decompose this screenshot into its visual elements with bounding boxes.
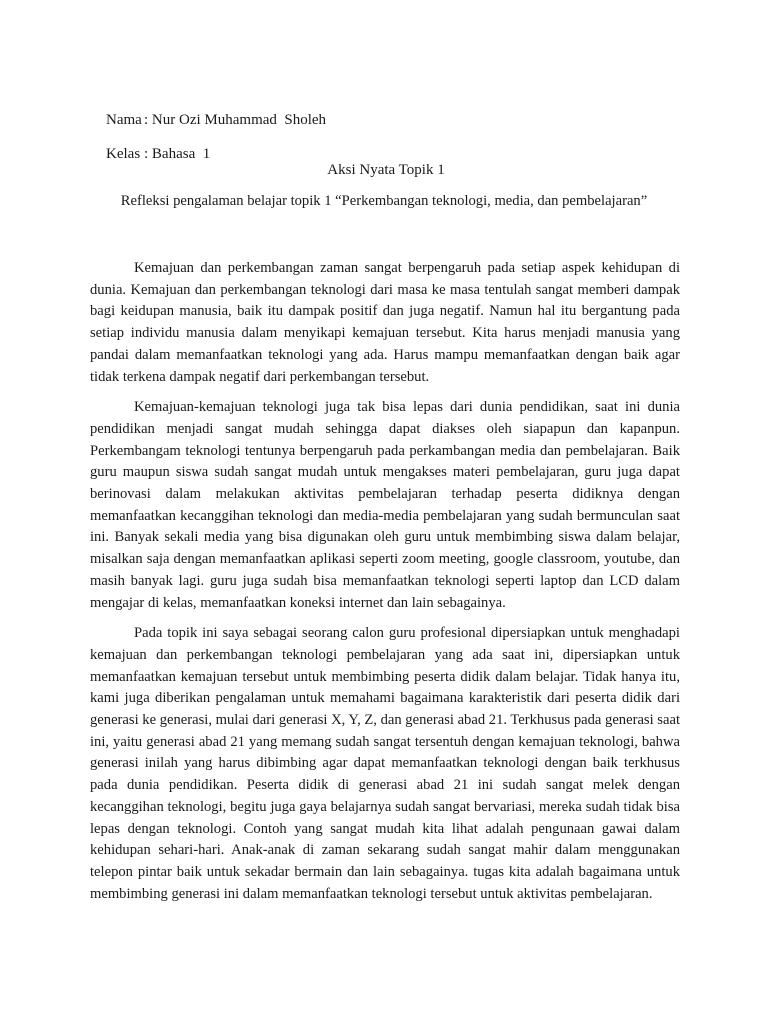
name-label: Nama [106,112,142,128]
paragraph: Pada topik ini saya sebagai seorang calon guru profesional dipersiapkan untuk menghadapi kemajuan dan perkembangan teknologi pembelajaran yang ada saat ini, dipersiapkan untuk memanfaatkan kemajuan tersebut untuk membimbing peserta didik dalam belajar. Tidak hanya itu, kami juga diberikan pengalaman untuk memahami bagaimana karakteristik dari peserta didik dari generasi ke generasi, mulai dari generasi X, Y, Z, dan generasi abad 21. Terkhusus pada generasi saat ini, yaitu generasi abad 21 yang memang sudah sangat tersentuh dengan kemajuan teknologi, bahwa generasi inilah yang harus dibimbing agar dapat memanfaatkan teknologi dengan baik terkhusus pada dunia pendidikan. Peserta didik di generasi abad 21 ini sudah sangat melek dengan kecanggihan teknologi, begitu juga gaya belajarnya sudah sangat bervariasi, mereka sudah tidak bisa lepas dengan teknologi. Contoh yang sangat mudah kita lihat adalah pengunaan gawai dalam kehidupan sehari-hari. Anak-anak di zaman sekarang sudah sangat mahir dalam menggunakan telepon pintar baik untuk sekadar bermain dan lain sebagainya. tugas kita adalah bagaimana untuk membimbing generasi ini dalam memanfaatkan teknologi tersebut untuk aktivitas pembelajaran. [90,625,680,902]
document-subtitle: Refleksi pengalaman belajar topik 1 “Perkembangan teknologi, media, dan pembelajaran” [120,193,648,209]
document-title: Aksi Nyata Topik 1 [327,162,445,178]
class-label: Kelas [106,146,141,162]
class-value: : Bahasa 1 [144,146,211,162]
name-value: : Nur Ozi Muhammad Sholeh [144,112,327,128]
paragraph: Kemajuan dan perkembangan zaman sangat berpengaruh pada setiap aspek kehidupan di dunia. Kemajuan dan perkembangan teknologi dari masa ke masa tentulah sangat memberi dampak bagi keidupan manusia, baik itu dampak positif dan juga negatif. Namun hal itu bergantung pada setiap individu manusia dalam menyikapi kemajuan tersebut. Kita harus menjadi manusia yang pandai dalam memanfaatkan teknologi yang ada. Harus mampu memanfaatkan dengan baik agar tidak terkena dampak negatif dari perkembangan tersebut. [90,260,680,385]
document-body [90,258,680,905]
paragraph: Kemajuan-kemajuan teknologi juga tak bisa lepas dari dunia pendidikan, saat ini dunia pendidikan menjadi sangat mudah sehingga dapat diakses oleh siapapun dan kapanpun. Perkembangam teknologi tentunya berpengaruh pada perkambangan media dan pembelajaran. Baik guru maupun siswa sudah sangat mudah untuk mengakses materi pembelajaran, guru juga dapat berinovasi dalam melakukan aktivitas pembelajaran terhadap peserta didiknya dengan memanfaatkan kecanggihan teknologi dan media-media pembelajaran yang sudah bermunculan saat ini. Banyak sekali media yang bisa digunakan oleh guru untuk membimbing siswa dalam belajar, misalkan saja dengan memanfaatkan aplikasi seperti zoom meeting, google classroom, youtube, dan masih banyak lagi. guru juga sudah bisa memanfaatkan teknologi seperti laptop dan LCD dalam mengajar di kelas, memanfaatkan koneksi internet dan lain sebagainya. [90,399,680,611]
